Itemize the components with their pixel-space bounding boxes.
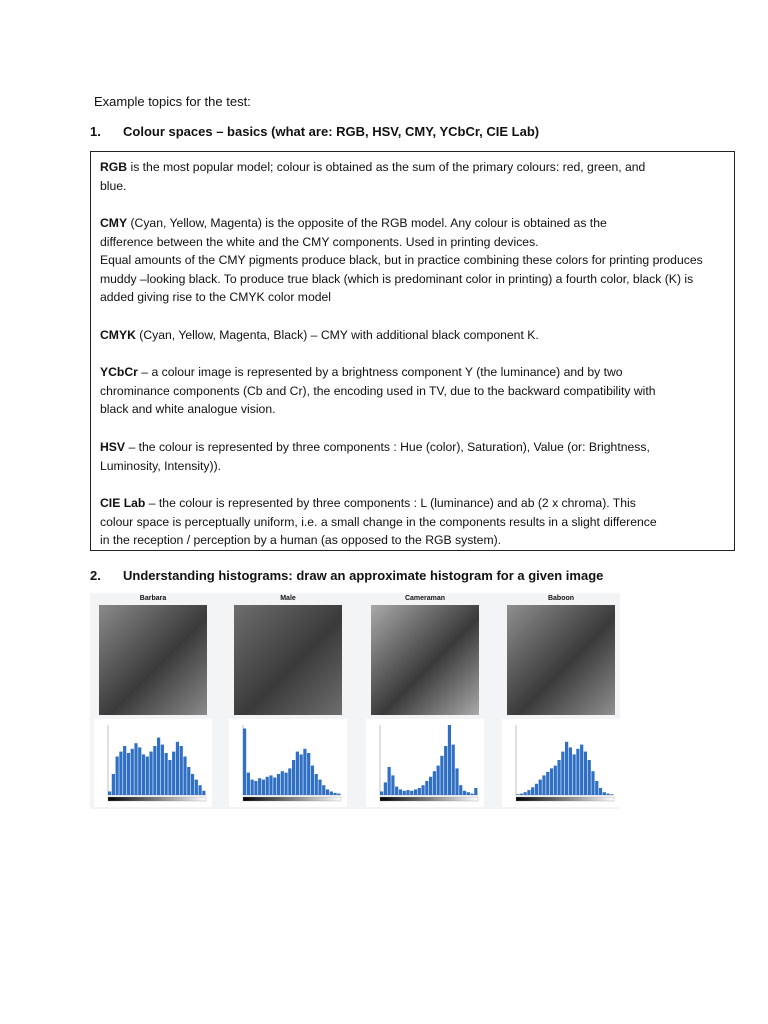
histogram-bar [437, 766, 440, 795]
histogram-bar [448, 725, 451, 795]
histogram-bar [531, 787, 534, 795]
histogram-bar [247, 773, 250, 795]
histogram-bar [414, 789, 417, 795]
histogram-bar [303, 749, 306, 795]
histogram-bar [573, 754, 576, 795]
histogram-bar [198, 785, 201, 795]
histogram-bar [410, 791, 413, 795]
baboon-thumbnail [502, 593, 620, 715]
histogram-bar [172, 752, 175, 795]
cie-lab-line-3: in the reception / perception by a human (as opposed to the RGB system). [100, 533, 502, 548]
cie-lab-line-2: colour space is perceptually uniform, i.e. a small change in the components results in a slight difference [100, 514, 657, 529]
histogram-bar [112, 774, 115, 795]
histogram-bar [606, 794, 609, 795]
histogram-bar [337, 794, 340, 795]
male-thumbnail [229, 593, 347, 715]
histogram-bar [161, 745, 164, 795]
histogram-bar [455, 768, 458, 795]
histogram-bar [580, 745, 583, 795]
histogram-bar [576, 749, 579, 795]
histogram-bar [546, 772, 549, 795]
histogram-bar [406, 790, 409, 795]
histogram-bar [116, 757, 119, 796]
histogram-bar [315, 774, 318, 795]
histogram-bar [474, 788, 477, 795]
ycbcr-line-3: black and white analogue vision. [100, 402, 276, 417]
rgb-term: RGB [100, 160, 128, 174]
barbara-histogram [94, 719, 212, 807]
cmy-paragraph [100, 214, 728, 307]
cmy-line-4: muddy –looking black. To produce true black (which is predominant color in printing) a fourth color, black (K) is [100, 271, 694, 286]
section-2-number: 2. [90, 568, 101, 583]
section-1-number: 1. [90, 124, 101, 139]
histogram-bar [418, 788, 421, 795]
histogram-bar [108, 792, 111, 796]
rgb-line-2: blue. [100, 178, 127, 193]
cmy-line-2: difference between the white and the CMY components. Used in printing devices. [100, 234, 539, 249]
histogram-bar [292, 760, 295, 795]
histogram-bar [399, 789, 402, 795]
histogram-bar [131, 749, 134, 795]
section-2-title: Understanding histograms: draw an approximate histogram for a given image [123, 568, 604, 583]
section-1-title: Colour spaces – basics (what are: RGB, HSV, CMY, YCbCr, CIE Lab) [123, 124, 540, 139]
histogram-bar [542, 775, 545, 795]
cameraman-histogram [366, 719, 484, 807]
histogram-bar [183, 757, 186, 796]
histogram-bar [146, 757, 149, 796]
histogram-bar [388, 767, 391, 795]
histogram-bar [425, 781, 428, 795]
histogram-bar [444, 746, 447, 795]
male-caption: Male [280, 595, 296, 602]
baboon-image [507, 605, 615, 715]
hsv-line-2: Luminosity, Intensity)). [100, 458, 222, 473]
histogram-bar [588, 760, 591, 795]
histogram-bar [433, 771, 436, 795]
histogram-bar [330, 792, 333, 796]
histogram-bar [134, 743, 137, 795]
baboon-histogram [502, 719, 620, 807]
histogram-bar [403, 791, 406, 795]
histogram-bar [527, 790, 530, 795]
histogram-bar [610, 794, 613, 795]
histogram-bar [569, 747, 572, 795]
grayscale-strip [380, 797, 478, 801]
histogram-bar [561, 752, 564, 795]
cmyk-paragraph [100, 326, 728, 345]
histogram-bar [119, 752, 122, 795]
histogram-bar [273, 778, 276, 796]
cie-lab-paragraph [100, 494, 728, 550]
baboon-caption: Baboon [547, 595, 575, 602]
histogram-bar [307, 753, 310, 795]
histogram-bar [266, 777, 269, 795]
histogram-bar [550, 768, 553, 795]
histogram-bar [459, 785, 462, 795]
intro-text: Example topics for the test: [94, 94, 251, 109]
histogram-bar [281, 771, 284, 795]
section-1-heading [90, 124, 539, 139]
histogram-bar [535, 784, 538, 795]
histogram-bar [554, 766, 557, 795]
histogram-bar [599, 788, 602, 795]
cameraman-caption: Cameraman [404, 595, 446, 602]
rgb-line-1: is the most popular model; colour is obtained as the sum of the primary colours: red, green, and [127, 160, 646, 174]
histogram-bar [603, 792, 606, 795]
histogram-bar [524, 792, 527, 795]
colour-spaces-box [90, 151, 735, 551]
histogram-bar [520, 794, 523, 795]
male-histogram [229, 719, 347, 807]
cmy-line-3: Equal amounts of the CMY pigments produce black, but in practice combining these colors for printing produces [100, 253, 703, 268]
histogram-figure [90, 593, 620, 809]
hsv-paragraph [100, 438, 728, 475]
histogram-bar [311, 766, 314, 795]
histogram-bar [296, 752, 299, 795]
histogram-bar [195, 780, 198, 795]
histogram-bar [138, 747, 141, 795]
histogram-bar [565, 742, 568, 795]
male-image [234, 605, 342, 715]
cmy-line-1: (Cyan, Yellow, Magenta) is the opposite of the RGB model. Any colour is obtained as the [127, 216, 607, 230]
ycbcr-line-1: – a colour image is represented by a brightness component Y (the luminance) and by two [137, 365, 623, 379]
barbara-thumbnail [94, 593, 212, 715]
histogram-bar [384, 782, 387, 795]
grayscale-strip [108, 797, 206, 801]
histogram-bar [187, 767, 190, 795]
ycbcr-term: YCbCr [100, 365, 138, 379]
histogram-bar [584, 752, 587, 795]
histogram-bar [467, 792, 470, 795]
histogram-bar [421, 785, 424, 795]
hsv-term: HSV [100, 440, 126, 454]
histogram-bar [288, 768, 291, 795]
cmyk-line-1: (Cyan, Yellow, Magenta, Black) – CMY with additional black component K. [135, 328, 539, 342]
histogram-bar [516, 794, 519, 795]
cmy-term: CMY [100, 216, 128, 230]
histogram-bar [333, 793, 336, 795]
barbara-caption: Barbara [139, 595, 167, 602]
histogram-bar [395, 787, 398, 795]
histogram-bar [176, 742, 179, 795]
histogram-bar [142, 754, 145, 795]
histogram-bar [277, 774, 280, 795]
grayscale-strip [516, 797, 614, 801]
histogram-bar [322, 785, 325, 795]
histogram-bar [429, 777, 432, 795]
cameraman-image [371, 605, 479, 715]
histogram-bar [452, 745, 455, 795]
histogram-bar [595, 781, 598, 795]
histogram-bar [123, 746, 126, 795]
histogram-bar [463, 791, 466, 795]
histogram-bar [168, 760, 171, 795]
histogram-bar [254, 781, 257, 795]
cmyk-term: CMYK [100, 328, 136, 342]
grayscale-strip [243, 797, 341, 801]
histogram-bar [269, 775, 272, 795]
histogram-bar [262, 780, 265, 795]
histogram-bar [591, 771, 594, 795]
histogram-bar [251, 780, 254, 795]
ycbcr-line-2: chrominance components (Cb and Cr), the encoding used in TV, due to the backward compatibility with [100, 383, 656, 398]
rgb-paragraph [100, 158, 728, 195]
histogram-bar [380, 792, 383, 796]
histogram-bar [557, 760, 560, 795]
histogram-bar [153, 746, 156, 795]
section-2-heading [90, 568, 603, 583]
histogram-bar [326, 789, 329, 795]
histogram-bar [284, 773, 287, 795]
histogram-bar [191, 774, 194, 795]
cie-lab-term: CIE Lab [100, 496, 146, 510]
hsv-line-1: – the colour is represented by three components : Hue (color), Saturation), Value (or: Brightness, [125, 440, 650, 454]
histogram-bar [243, 729, 246, 796]
histogram-bar [149, 752, 152, 795]
histogram-bar [127, 753, 130, 795]
histogram-bar [258, 778, 261, 795]
barbara-image [99, 605, 207, 715]
histogram-bar [470, 794, 473, 795]
histogram-bar [391, 775, 394, 795]
histogram-bar [202, 791, 205, 795]
cie-lab-line-1: – the colour is represented by three components : L (luminance) and ab (2 x chroma). This [145, 496, 636, 510]
cmy-line-5: added giving rise to the CMYK color model [100, 290, 332, 305]
histogram-bar [539, 780, 542, 795]
histogram-bar [157, 738, 160, 795]
histogram-bar [318, 780, 321, 795]
histogram-bar [440, 756, 443, 795]
histogram-bar [300, 754, 303, 795]
cameraman-thumbnail [366, 593, 484, 715]
histogram-bar [180, 746, 183, 795]
histogram-bar [165, 753, 168, 795]
ycbcr-paragraph [100, 363, 728, 419]
